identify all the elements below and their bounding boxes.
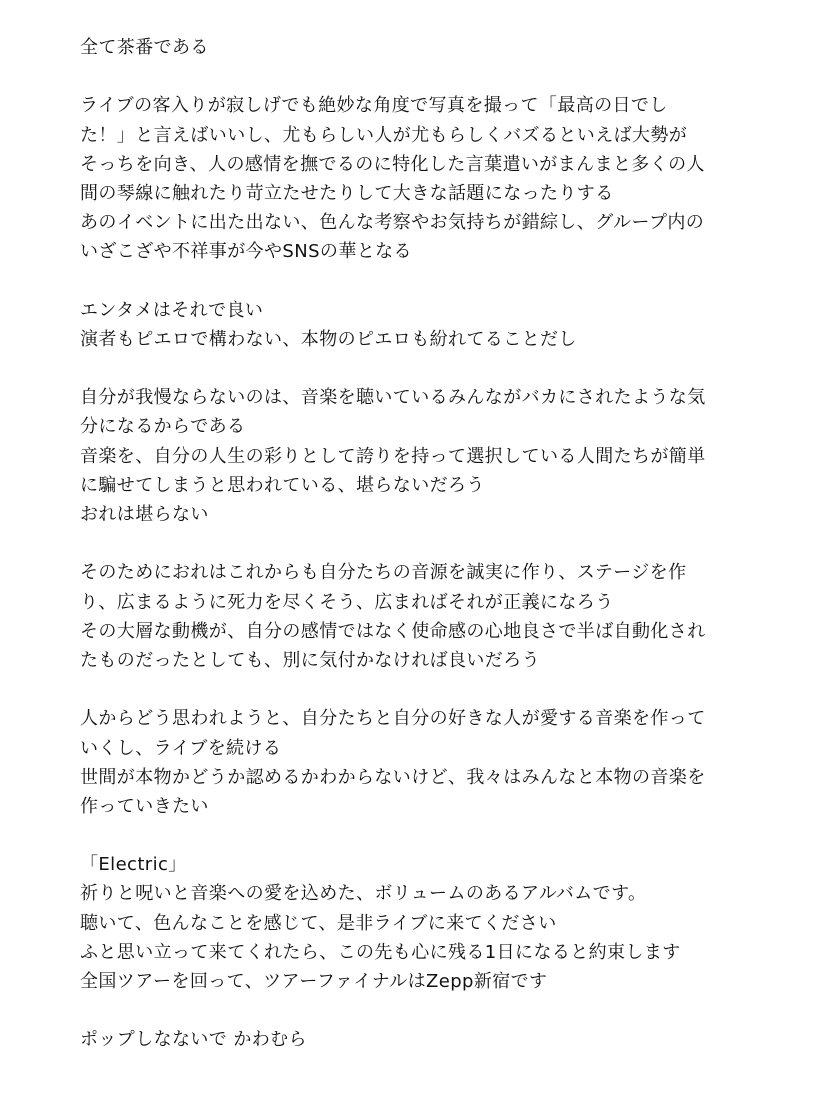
paragraph-gap bbox=[80, 354, 828, 383]
text-line: 間の琴線に触れたり苛立たせたりして大きな話題になったりする bbox=[80, 182, 614, 204]
text-line: 自分が我慢ならないのは、音楽を聴いているみんながバカにされたような気 bbox=[80, 387, 706, 409]
text-line: 演者もピエロで構わない、本物のピエロも紛れてることだし bbox=[80, 328, 577, 350]
paragraph-gap bbox=[80, 996, 828, 1025]
paragraph-gap bbox=[80, 267, 828, 296]
text-line: 人からどう思われようと、自分たちと自分の好きな人が愛する音楽を作って bbox=[80, 708, 706, 730]
paragraph-gap bbox=[80, 529, 828, 558]
text-line: ふと思い立って来てくれたら、この先も心に残る1日になると約束します bbox=[80, 941, 681, 963]
text-line: いくし、ライブを続ける bbox=[80, 737, 282, 759]
text-line: に騙せてしまうと思われている、堪らないだろう bbox=[80, 474, 485, 496]
signature-line: ポップしなないで かわむら bbox=[80, 1029, 307, 1051]
paragraph-gap bbox=[80, 675, 828, 704]
text-line: 音楽を、自分の人生の彩りとして誇りを持って選択している人間たちが簡単 bbox=[80, 445, 706, 467]
text-line: いざこざや不祥事が今やSNSの華となる bbox=[80, 241, 412, 263]
text-line: エンタメはそれで良い bbox=[80, 299, 264, 321]
text-line: 作っていきたい bbox=[80, 795, 209, 817]
text-line: たものだったとしても、別に気付かなければ良いだろう bbox=[80, 649, 540, 671]
text-line: 全国ツアーを回って、ツアーファイナルはZepp新宿です bbox=[80, 971, 548, 992]
text-line: そっちを向き、人の感情を撫でるのに特化した言葉遣いがまんまと多くの人 bbox=[80, 153, 705, 175]
text-line: そのためにおれはこれからも自分たちの音源を誠実に作り、ステージを作 bbox=[80, 562, 687, 584]
text-line: その大層な動機が、自分の感情ではなく使命感の心地良さで半ば自動化され bbox=[80, 620, 706, 642]
text-line: 「Electric」 bbox=[80, 854, 187, 876]
text-line: あのイベントに出た出ない、色んな考察やお気持ちが錯綜し、グループ内の bbox=[80, 212, 705, 234]
paragraph-gap bbox=[80, 821, 828, 850]
text-line: ライブの客入りが寂しげでも絶妙な角度で写真を撮って「最高の日でし bbox=[80, 95, 668, 117]
text-line: り、広まるように死力を尽くそう、広まればそれが正義になろう bbox=[80, 591, 614, 613]
text-line: 分になるからである bbox=[80, 416, 246, 438]
text-line: おれは堪らない bbox=[80, 504, 209, 525]
text-line: 聴いて、色んなことを感じて、是非ライブに来てください bbox=[80, 912, 557, 934]
text-line: た！」と言えばいいし、尤もらしい人が尤もらしくバズるといえば大勢が bbox=[80, 124, 688, 146]
text-line: 世間が本物かどうか認めるかわからないけど、我々はみんなと本物の音楽を bbox=[80, 766, 706, 788]
text-line: 祈りと呪いと音楽への愛を込めた、ボリュームのあるアルバムです。 bbox=[80, 883, 647, 905]
paragraph-gap bbox=[80, 62, 828, 91]
text-line: 全て茶番である bbox=[80, 37, 209, 58]
